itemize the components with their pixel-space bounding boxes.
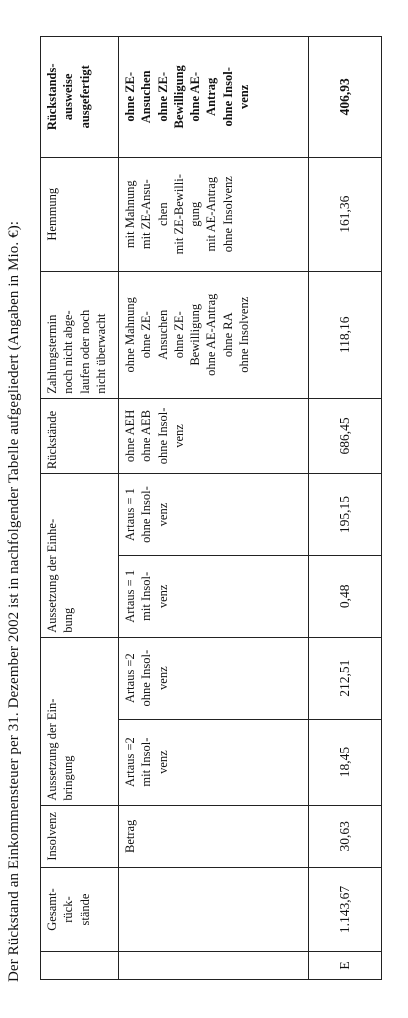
cell-line: ohne RA <box>220 312 235 358</box>
cell-line: ohne Mahnung <box>123 297 137 373</box>
subheader-artaus1-mit <box>119 555 309 637</box>
subheader-ausgefertigt <box>119 37 309 158</box>
subheader-zahlungstermin <box>119 271 309 398</box>
cell-line: Bewilligung <box>188 303 202 366</box>
cell-line: ohne Insol- <box>139 649 154 707</box>
cell-line: ohne Insol- <box>155 407 170 465</box>
header-zahlungstermin <box>41 271 119 398</box>
value-gesamt: 1.143,67 <box>309 868 382 952</box>
subheader-gesamt-empty <box>119 868 309 952</box>
cell-line: mit AE-Antrag <box>204 176 219 252</box>
cell-line: Antrag <box>204 77 219 116</box>
cell-line: bringung <box>61 755 76 801</box>
value-hemmung: 161,36 <box>309 157 382 271</box>
cell-line: bung <box>61 607 76 633</box>
einkommensteuer-rueckstand-table <box>40 36 382 980</box>
subheader-betrag: Betrag <box>119 805 309 867</box>
value-artaus2-ohne: 212,51 <box>309 637 382 719</box>
cell-line: mit ZE-Bewilli- <box>171 174 186 255</box>
subheader-rueckstaende <box>119 398 309 473</box>
header-empty-cell <box>41 952 119 980</box>
value-ausgefertigt: 406,93 <box>309 37 382 158</box>
cell-line: ausweise <box>61 73 76 121</box>
header-gesamt <box>41 868 119 952</box>
cell-line: ohne Insol- <box>139 486 154 543</box>
header-ausgefertigt <box>41 37 119 158</box>
cell-line: ohne ZE- <box>123 72 137 122</box>
subheader-row <box>119 37 309 980</box>
cell-line: rück- <box>61 896 76 923</box>
cell-line: chen <box>155 202 170 227</box>
row-label-e: E <box>309 952 382 980</box>
cell-line: Zahlungstermin <box>45 314 59 394</box>
cell-line: ohne AE- <box>188 72 202 122</box>
cell-line: venz <box>155 750 170 774</box>
cell-line: ohne Insolvenz <box>220 176 235 253</box>
cell-line: ohne ZE- <box>171 311 186 359</box>
cell-line: stände <box>77 893 92 926</box>
subheader-artaus2-ohne <box>119 637 309 719</box>
cell-line: ohne AEB <box>139 410 154 462</box>
cell-line: ohne ZE- <box>155 72 170 122</box>
cell-line: gung <box>188 201 202 227</box>
caption-text: Der Rückstand an Einkommensteuer per 31. Dezember 2002 ist in nachfolgender Tabelle aufgegliedert (Angaben in Mio. €): <box>6 220 22 982</box>
cell-line: mit Insol- <box>139 737 154 787</box>
cell-line: ohne AE-Antrag <box>204 293 219 376</box>
cell-line: noch nicht abge- <box>61 310 76 394</box>
cell-line: Ansuchen <box>139 70 154 124</box>
value-insolvenz: 30,63 <box>309 805 382 867</box>
cell-line: Aussetzung der Ein- <box>45 698 59 801</box>
cell-line: Gesamt- <box>45 888 59 931</box>
value-artaus1-ohne: 195,15 <box>309 474 382 556</box>
cell-line: laufen oder noch <box>77 309 92 394</box>
subheader-artaus2-mit <box>119 719 309 805</box>
cell-line: Artaus =2 <box>123 653 137 704</box>
cell-line: nicht überwacht <box>93 313 108 394</box>
subheader-artaus1-ohne <box>119 474 309 556</box>
value-artaus1-mit: 0,48 <box>309 555 382 637</box>
cell-line: venz <box>155 666 170 690</box>
cell-line: Bewilligung <box>171 65 186 129</box>
cell-line: Ansuchen <box>155 309 170 360</box>
value-zahlungstermin: 118,16 <box>309 271 382 398</box>
value-row-e <box>309 37 382 980</box>
cell-line: mit ZE-Ansu- <box>139 179 154 250</box>
cell-line: venz <box>171 424 186 448</box>
value-rueckstaende: 686,45 <box>309 398 382 473</box>
cell-line: Artaus = 1 <box>123 569 137 623</box>
header-rueckstaende: Rückstände <box>41 398 119 473</box>
cell-line: Aussetzung der Einhe- <box>45 518 59 633</box>
header-row <box>41 37 119 980</box>
cell-line: venz <box>155 502 170 527</box>
cell-line: venz <box>155 584 170 609</box>
cell-line: ohne AEH <box>123 409 137 463</box>
cell-line: ohne Insolvenz <box>236 296 251 373</box>
cell-line: Rückstands- <box>45 63 59 131</box>
header-hemmung: Hemmung <box>41 157 119 271</box>
value-artaus2-mit: 18,45 <box>309 719 382 805</box>
cell-line: Artaus = 1 <box>123 488 137 541</box>
cell-line: mit Insol- <box>139 571 154 621</box>
cell-line: venz <box>236 84 251 109</box>
cell-line: Artaus =2 <box>123 737 137 787</box>
header-aussetzung-einbringung <box>41 637 119 805</box>
subheader-empty-cell <box>119 952 309 980</box>
subheader-hemmung <box>119 157 309 271</box>
cell-line: mit Mahnung <box>123 180 137 249</box>
header-insolvenz: Insolvenz <box>41 805 119 867</box>
cell-line: ohne ZE- <box>139 311 154 359</box>
cell-line: ohne Insol- <box>220 67 235 127</box>
header-aussetzung-einhebung <box>41 474 119 638</box>
cell-line: ausgefertigt <box>77 65 92 129</box>
